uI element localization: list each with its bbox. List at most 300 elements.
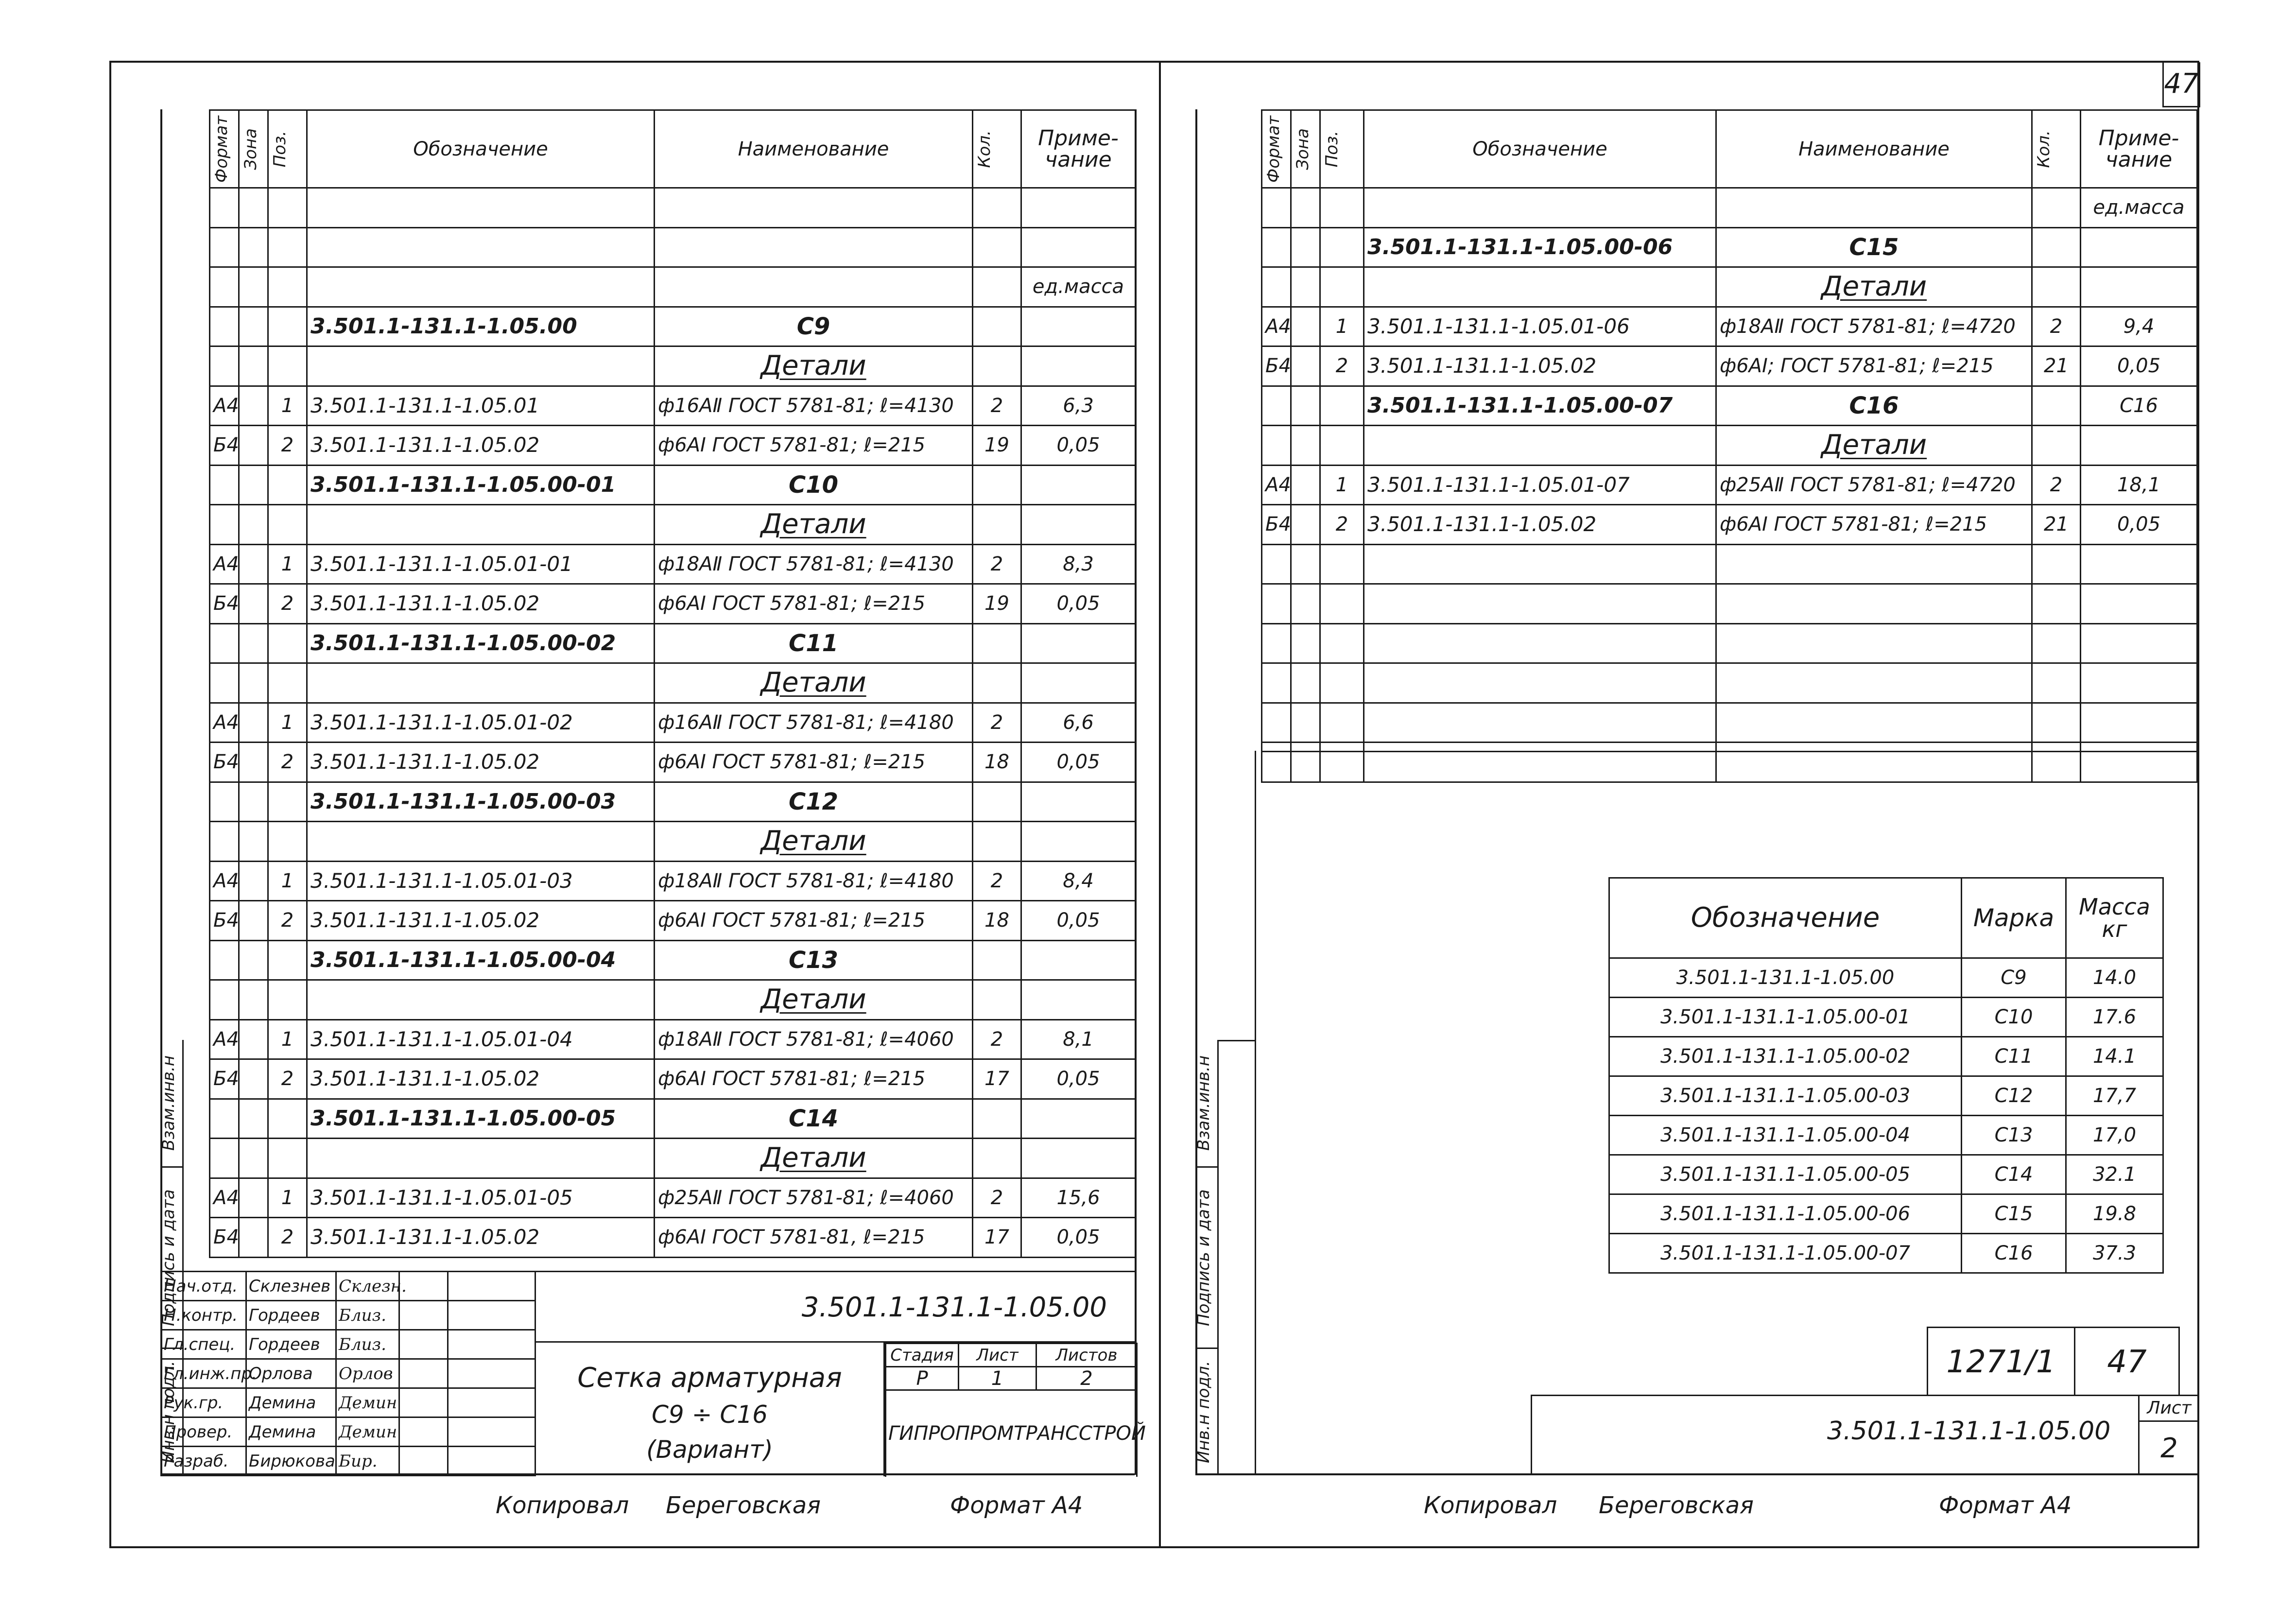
vzam-label-right: Взам.инв.н bbox=[1194, 1055, 1213, 1151]
spec-designation-cell bbox=[307, 267, 655, 307]
spec-zone-cell bbox=[239, 782, 268, 822]
header-format: Формат bbox=[210, 110, 239, 188]
spec-qty-cell: 2 bbox=[2032, 307, 2081, 346]
people-name: Гордеев bbox=[246, 1301, 336, 1330]
people-row bbox=[161, 1359, 535, 1388]
mass-designation-cell: 3.501.1-131.1-1.05.00-06 bbox=[1609, 1194, 1962, 1234]
spec-row bbox=[210, 584, 1136, 624]
spec-qty-cell: 2 bbox=[973, 861, 1021, 901]
spec-row bbox=[210, 1099, 1136, 1139]
title-block bbox=[535, 1271, 1146, 1476]
spec-row bbox=[210, 386, 1136, 426]
spec-format-cell bbox=[210, 623, 239, 663]
spec-designation-cell bbox=[307, 188, 655, 228]
people-spacer bbox=[448, 1301, 535, 1330]
people-signature: Близ. bbox=[336, 1301, 399, 1330]
spec-row bbox=[210, 901, 1136, 941]
spec-name-cell: С13 bbox=[655, 940, 973, 980]
spec-designation-cell: 3.501.1-131.1-1.05.01-02 bbox=[307, 703, 655, 743]
people-row bbox=[161, 1388, 535, 1417]
spec-pos-cell: 2 bbox=[268, 1059, 307, 1099]
spec-name-cell: Детали bbox=[655, 505, 973, 545]
spec-format-cell bbox=[210, 465, 239, 505]
spec-qty-cell bbox=[2032, 703, 2081, 743]
inv-box-right bbox=[1195, 1349, 1217, 1475]
spec-designation-cell: 3.501.1-131.1-1.05.00-01 bbox=[307, 465, 655, 505]
spec-row bbox=[210, 1019, 1136, 1059]
spec-zone-cell bbox=[239, 1218, 268, 1258]
spec-designation-cell: 3.501.1-131.1-1.05.02 bbox=[307, 1059, 655, 1099]
spec-note-cell: 9,4 bbox=[2081, 307, 2197, 346]
spec-format-cell bbox=[1262, 623, 1291, 663]
spec-qty-cell: 2 bbox=[973, 386, 1021, 426]
spec-qty-cell bbox=[973, 227, 1021, 267]
spec-name-cell: ф6АⅠ ГОСТ 5781-81, ℓ=215 bbox=[655, 1218, 973, 1258]
spec-format-cell: А4 bbox=[210, 861, 239, 901]
spec-pos-cell bbox=[1320, 663, 1364, 703]
people-signature: Склезн. bbox=[336, 1272, 399, 1301]
spec-designation-cell: 3.501.1-131.1-1.05.02 bbox=[1364, 346, 1716, 386]
spec-qty-cell: 17 bbox=[973, 1059, 1021, 1099]
spec-format-cell bbox=[210, 940, 239, 980]
spec-pos-cell bbox=[268, 782, 307, 822]
mass-value-cell: 17,0 bbox=[2066, 1116, 2163, 1155]
spec-note-cell: 8,3 bbox=[1021, 544, 1136, 584]
spec-designation-cell: 3.501.1-131.1-1.05.00-06 bbox=[1364, 227, 1716, 267]
spec-note-cell bbox=[1021, 227, 1136, 267]
people-name: Бирюкова bbox=[246, 1447, 336, 1476]
spec-pos-cell bbox=[268, 1139, 307, 1178]
spec-qty-cell: 18 bbox=[973, 743, 1021, 782]
mass-designation-cell: 3.501.1-131.1-1.05.00-04 bbox=[1609, 1116, 1962, 1155]
spec-name-cell: Детали bbox=[1716, 267, 2032, 307]
people-spacer bbox=[448, 1417, 535, 1447]
spec-note-cell: 18,1 bbox=[2081, 465, 2197, 505]
header-zone: Зона bbox=[239, 110, 268, 188]
spec-note-cell bbox=[1021, 782, 1136, 822]
people-signature: Демин bbox=[336, 1417, 399, 1447]
spec-format-cell bbox=[210, 267, 239, 307]
spec-qty-cell bbox=[2032, 544, 2081, 584]
people-date bbox=[399, 1359, 448, 1388]
spec-pos-cell: 1 bbox=[268, 1019, 307, 1059]
side-label-strip-right bbox=[1195, 1040, 1219, 1475]
mass-value-cell: 17,7 bbox=[2066, 1076, 2163, 1116]
spec-qty-cell: 2 bbox=[973, 544, 1021, 584]
mass-mark-cell: С12 bbox=[1962, 1076, 2066, 1116]
spec-row bbox=[210, 980, 1136, 1020]
spec-note-cell bbox=[1021, 307, 1136, 346]
spec-format-cell: Б4 bbox=[210, 743, 239, 782]
spec-format-cell bbox=[1262, 544, 1291, 584]
spec-row bbox=[1262, 386, 2197, 426]
spec-row bbox=[210, 703, 1136, 743]
footer-left-copier: Береговская bbox=[666, 1492, 821, 1519]
spec-zone-cell bbox=[239, 980, 268, 1020]
spec-zone-cell bbox=[239, 703, 268, 743]
spec-designation-cell bbox=[307, 822, 655, 862]
spec-pos-cell: 2 bbox=[268, 584, 307, 624]
spec-qty-cell bbox=[973, 465, 1021, 505]
spec-name-cell bbox=[655, 188, 973, 228]
spec-row bbox=[1262, 426, 2197, 466]
mass-header-designation: Обозначение bbox=[1609, 878, 1962, 958]
people-date bbox=[399, 1417, 448, 1447]
people-date bbox=[399, 1330, 448, 1359]
spec-qty-cell bbox=[973, 1139, 1021, 1178]
spec-note-cell bbox=[1021, 822, 1136, 862]
left-spec-table bbox=[209, 109, 1136, 1258]
spec-pos-cell bbox=[268, 465, 307, 505]
sign-label: Подпись и дата bbox=[159, 1189, 178, 1326]
spec-format-cell: Б4 bbox=[210, 1059, 239, 1099]
mass-row bbox=[1609, 1037, 2163, 1076]
people-signature: Орлов bbox=[336, 1359, 399, 1388]
footer-right-format: Формат А4 bbox=[1939, 1492, 2072, 1519]
mass-value-cell: 32.1 bbox=[2066, 1155, 2163, 1194]
spec-zone-cell bbox=[239, 307, 268, 346]
mass-designation-cell: 3.501.1-131.1-1.05.00-05 bbox=[1609, 1155, 1962, 1194]
spec-pos-cell bbox=[268, 188, 307, 228]
people-date bbox=[399, 1388, 448, 1417]
header-format-right: Формат bbox=[1262, 110, 1291, 188]
people-role: Нач.отд. bbox=[161, 1272, 246, 1301]
right-stamp-doc-code: 3.501.1-131.1-1.05.00 bbox=[1827, 1417, 2111, 1446]
spec-name-cell: С15 bbox=[1716, 227, 2032, 267]
spec-name-cell: Детали bbox=[655, 980, 973, 1020]
spec-note-cell: 0,05 bbox=[1021, 1059, 1136, 1099]
spec-qty-cell bbox=[2032, 426, 2081, 466]
spec-row bbox=[1262, 505, 2197, 545]
spec-note-cell: 0,05 bbox=[1021, 1218, 1136, 1258]
spec-name-cell: ф6АⅠ ГОСТ 5781-81; ℓ=215 bbox=[1716, 505, 2032, 545]
spec-qty-cell bbox=[973, 822, 1021, 862]
spec-row bbox=[210, 227, 1136, 267]
spec-format-cell bbox=[1262, 426, 1291, 466]
spec-row bbox=[210, 1218, 1136, 1258]
spec-designation-cell bbox=[307, 346, 655, 386]
spec-qty-cell: 2 bbox=[973, 1019, 1021, 1059]
spec-pos-cell bbox=[1320, 623, 1364, 663]
spec-qty-cell bbox=[973, 980, 1021, 1020]
spec-pos-cell bbox=[1320, 267, 1364, 307]
spec-format-cell bbox=[1262, 663, 1291, 703]
spec-format-cell bbox=[210, 505, 239, 545]
spec-name-cell: ф16АⅡ ГОСТ 5781-81; ℓ=4130 bbox=[655, 386, 973, 426]
spec-designation-cell bbox=[307, 227, 655, 267]
mass-designation-cell: 3.501.1-131.1-1.05.00-01 bbox=[1609, 998, 1962, 1037]
spec-name-cell bbox=[1716, 188, 2032, 228]
spec-note-cell: С16 bbox=[2081, 386, 2197, 426]
spec-format-cell bbox=[210, 822, 239, 862]
spec-name-cell: ф18АⅡ ГОСТ 5781-81; ℓ=4180 bbox=[655, 861, 973, 901]
mass-row bbox=[1609, 1234, 2163, 1273]
spec-qty-cell: 2 bbox=[973, 703, 1021, 743]
people-role: Гл.инж.пр. bbox=[161, 1359, 246, 1388]
spec-pos-cell bbox=[268, 346, 307, 386]
spec-note-cell: 8,4 bbox=[1021, 861, 1136, 901]
spec-note-cell: ед.масса bbox=[1021, 267, 1136, 307]
spec-designation-cell: 3.501.1-131.1-1.05.00-02 bbox=[307, 623, 655, 663]
mass-designation-cell: 3.501.1-131.1-1.05.00-03 bbox=[1609, 1076, 1962, 1116]
spec-name-cell: Детали bbox=[655, 663, 973, 703]
spec-designation-cell: 3.501.1-131.1-1.05.00 bbox=[307, 307, 655, 346]
spec-zone-cell bbox=[239, 1059, 268, 1099]
org-name: ГИПРОПРОМТРАНССТРОЙ bbox=[886, 1390, 1137, 1477]
spec-pos-cell bbox=[268, 505, 307, 545]
spec-zone-cell bbox=[239, 1019, 268, 1059]
spec-note-cell bbox=[1021, 980, 1136, 1020]
stage-label: Стадия bbox=[886, 1344, 959, 1367]
header-qty: Кол. bbox=[973, 110, 1021, 188]
mass-value-cell: 37.3 bbox=[2066, 1234, 2163, 1273]
spec-row bbox=[1262, 663, 2197, 703]
spec-name-cell: ф18АⅡ ГОСТ 5781-81; ℓ=4720 bbox=[1716, 307, 2032, 346]
spec-zone-cell bbox=[1291, 346, 1320, 386]
mass-header-mass: Масса кг bbox=[2066, 878, 2163, 958]
spec-format-cell bbox=[210, 227, 239, 267]
spec-qty-cell bbox=[973, 940, 1021, 980]
spec-pos-cell bbox=[268, 822, 307, 862]
spec-row bbox=[1262, 227, 2197, 267]
people-signature: Бир. bbox=[336, 1447, 399, 1476]
spec-name-cell bbox=[1716, 743, 2032, 782]
spec-row bbox=[1262, 743, 2197, 782]
spec-pos-cell bbox=[268, 663, 307, 703]
spec-row bbox=[1262, 703, 2197, 743]
spec-pos-cell bbox=[268, 307, 307, 346]
spec-note-cell: 0,05 bbox=[1021, 426, 1136, 466]
header-pos: Поз. bbox=[268, 110, 307, 188]
inv-label-right: Инв.н подл. bbox=[1194, 1361, 1213, 1463]
spec-name-cell: Детали bbox=[655, 822, 973, 862]
spec-zone-cell bbox=[239, 188, 268, 228]
sheet-value: 1 bbox=[959, 1367, 1036, 1390]
spec-row bbox=[210, 623, 1136, 663]
spec-format-cell bbox=[210, 980, 239, 1020]
spec-row bbox=[1262, 307, 2197, 346]
spec-format-cell: А4 bbox=[210, 1178, 239, 1218]
spec-zone-cell bbox=[239, 901, 268, 941]
spec-zone-cell bbox=[1291, 465, 1320, 505]
spec-qty-cell: 2 bbox=[2032, 465, 2081, 505]
people-spacer bbox=[448, 1272, 535, 1301]
mass-row bbox=[1609, 1155, 2163, 1194]
spec-row bbox=[210, 1059, 1136, 1099]
spec-zone-cell bbox=[239, 386, 268, 426]
spec-name-cell: С16 bbox=[1716, 386, 2032, 426]
right-sheet-box bbox=[2138, 1396, 2199, 1475]
spec-format-cell: А4 bbox=[1262, 465, 1291, 505]
spec-designation-cell: 3.501.1-131.1-1.05.01-04 bbox=[307, 1019, 655, 1059]
spec-note-cell: 6,3 bbox=[1021, 386, 1136, 426]
spec-qty-cell bbox=[2032, 227, 2081, 267]
spec-designation-cell: 3.501.1-131.1-1.05.00-04 bbox=[307, 940, 655, 980]
spec-format-cell bbox=[210, 188, 239, 228]
spec-zone-cell bbox=[239, 940, 268, 980]
spec-row bbox=[210, 505, 1136, 545]
spec-note-cell bbox=[1021, 188, 1136, 228]
header-designation: Обозначение bbox=[307, 110, 655, 188]
spec-designation-cell: 3.501.1-131.1-1.05.02 bbox=[307, 584, 655, 624]
album-page: 47 bbox=[2107, 1344, 2147, 1380]
spec-qty-cell: 21 bbox=[2032, 505, 2081, 545]
mass-mark-cell: С14 bbox=[1962, 1155, 2066, 1194]
album-number: 1271/1 bbox=[1928, 1328, 2075, 1396]
spec-designation-cell: 3.501.1-131.1-1.05.01-07 bbox=[1364, 465, 1716, 505]
spec-row bbox=[210, 307, 1136, 346]
spec-qty-cell bbox=[973, 346, 1021, 386]
spec-pos-cell bbox=[268, 940, 307, 980]
spec-zone-cell bbox=[239, 227, 268, 267]
right-sheet-label: Лист bbox=[2140, 1396, 2199, 1422]
spec-note-cell bbox=[2081, 544, 2197, 584]
people-row bbox=[161, 1301, 535, 1330]
spec-pos-cell: 2 bbox=[1320, 346, 1364, 386]
spec-qty-cell bbox=[2032, 663, 2081, 703]
spec-zone-cell bbox=[1291, 623, 1320, 663]
spec-row bbox=[210, 861, 1136, 901]
people-role: Рук.гр. bbox=[161, 1388, 246, 1417]
spec-note-cell: 15,6 bbox=[1021, 1178, 1136, 1218]
spec-pos-cell: 1 bbox=[1320, 307, 1364, 346]
side-strip-top-right bbox=[1217, 1040, 1256, 1041]
outer-frame-top bbox=[109, 61, 2199, 63]
mass-designation-cell: 3.501.1-131.1-1.05.00 bbox=[1609, 958, 1962, 998]
spec-pos-cell: 1 bbox=[268, 386, 307, 426]
spec-format-cell: А4 bbox=[1262, 307, 1291, 346]
spec-format-cell: Б4 bbox=[1262, 346, 1291, 386]
spec-zone-cell bbox=[1291, 227, 1320, 267]
album-box bbox=[1927, 1327, 2180, 1396]
spec-pos-cell bbox=[268, 227, 307, 267]
spec-zone-cell bbox=[239, 346, 268, 386]
spec-format-cell bbox=[210, 307, 239, 346]
spec-zone-cell bbox=[239, 822, 268, 862]
spec-name-cell: ф6АⅠ ГОСТ 5781-81; ℓ=215 bbox=[655, 426, 973, 466]
spec-format-cell bbox=[1262, 227, 1291, 267]
spec-zone-cell bbox=[239, 1178, 268, 1218]
mass-mark-cell: С9 bbox=[1962, 958, 2066, 998]
vzam-label: Взам.инв.н bbox=[159, 1055, 178, 1151]
sheet-label: Лист bbox=[959, 1344, 1036, 1367]
mass-row bbox=[1609, 1116, 2163, 1155]
mass-row bbox=[1609, 958, 2163, 998]
mass-mark-cell: С16 bbox=[1962, 1234, 2066, 1273]
spec-pos-cell bbox=[268, 1099, 307, 1139]
spec-format-cell bbox=[1262, 584, 1291, 624]
spec-designation-cell: 3.501.1-131.1-1.05.00-03 bbox=[307, 782, 655, 822]
title-name: Сетка арматурная bbox=[577, 1362, 842, 1394]
spec-note-cell: 0,05 bbox=[2081, 346, 2197, 386]
spec-zone-cell bbox=[239, 465, 268, 505]
outer-frame-bottom bbox=[109, 1546, 2199, 1548]
people-spacer bbox=[448, 1330, 535, 1359]
spec-zone-cell bbox=[1291, 386, 1320, 426]
spec-note-cell bbox=[2081, 267, 2197, 307]
mass-mark-cell: С10 bbox=[1962, 998, 2066, 1037]
spec-format-cell bbox=[1262, 267, 1291, 307]
spec-name-cell: ф18АⅡ ГОСТ 5781-81; ℓ=4060 bbox=[655, 1019, 973, 1059]
spec-note-cell bbox=[1021, 940, 1136, 980]
spec-designation-cell: 3.501.1-131.1-1.05.00-07 bbox=[1364, 386, 1716, 426]
outer-frame-left bbox=[109, 61, 111, 1548]
people-role: Провер. bbox=[161, 1417, 246, 1447]
mass-value-cell: 14.0 bbox=[2066, 958, 2163, 998]
spec-designation-cell: 3.501.1-131.1-1.05.01-06 bbox=[1364, 307, 1716, 346]
mass-header-mark: Марка bbox=[1962, 878, 2066, 958]
mass-mark-cell: С15 bbox=[1962, 1194, 2066, 1234]
mass-table bbox=[1608, 877, 2164, 1274]
header-zone-right: Зона bbox=[1291, 110, 1320, 188]
spec-zone-cell bbox=[1291, 743, 1320, 782]
spec-name-cell: ф25АⅡ ГОСТ 5781-81; ℓ=4720 bbox=[1716, 465, 2032, 505]
people-name: Орлова bbox=[246, 1359, 336, 1388]
spec-name-cell bbox=[1716, 544, 2032, 584]
spec-row bbox=[210, 782, 1136, 822]
spec-qty-cell bbox=[973, 663, 1021, 703]
spec-designation-cell bbox=[307, 980, 655, 1020]
spec-pos-cell: 1 bbox=[268, 861, 307, 901]
spec-row bbox=[210, 188, 1136, 228]
spec-pos-cell bbox=[268, 623, 307, 663]
people-signature: Близ. bbox=[336, 1330, 399, 1359]
spec-pos-cell bbox=[1320, 386, 1364, 426]
spec-zone-cell bbox=[1291, 505, 1320, 545]
spec-zone-cell bbox=[239, 1099, 268, 1139]
mass-designation-cell: 3.501.1-131.1-1.05.00-07 bbox=[1609, 1234, 1962, 1273]
footer-left-copied: Копировал bbox=[496, 1492, 629, 1519]
spec-designation-cell bbox=[1364, 426, 1716, 466]
spec-format-cell: А4 bbox=[210, 544, 239, 584]
spec-designation-cell bbox=[1364, 584, 1716, 624]
vzam-box-right bbox=[1195, 1040, 1217, 1168]
spec-designation-cell: 3.501.1-131.1-1.05.02 bbox=[307, 1218, 655, 1258]
people-spacer bbox=[448, 1447, 535, 1476]
inv-label: Инв.н подл. bbox=[159, 1361, 178, 1463]
spec-name-cell bbox=[1716, 663, 2032, 703]
spec-qty-cell: 19 bbox=[973, 584, 1021, 624]
spec-designation-cell: 3.501.1-131.1-1.05.01-03 bbox=[307, 861, 655, 901]
spec-designation-cell bbox=[307, 1139, 655, 1178]
spec-note-cell bbox=[1021, 623, 1136, 663]
spec-name-cell: Детали bbox=[655, 1139, 973, 1178]
spec-designation-cell: 3.501.1-131.1-1.05.00-05 bbox=[307, 1099, 655, 1139]
spec-note-cell: 0,05 bbox=[1021, 743, 1136, 782]
spec-row bbox=[1262, 267, 2197, 307]
spec-zone-cell bbox=[239, 426, 268, 466]
title-subtitle: С9 ÷ С16 bbox=[652, 1400, 768, 1429]
spec-qty-cell bbox=[973, 505, 1021, 545]
spec-note-cell bbox=[1021, 346, 1136, 386]
spec-name-cell bbox=[655, 267, 973, 307]
people-signature: Демин bbox=[336, 1388, 399, 1417]
right-stamp-left bbox=[1531, 1395, 1532, 1475]
spec-zone-cell bbox=[239, 861, 268, 901]
spec-pos-cell: 2 bbox=[1320, 505, 1364, 545]
spec-pos-cell: 1 bbox=[1320, 465, 1364, 505]
spec-pos-cell bbox=[1320, 426, 1364, 466]
mass-designation-cell: 3.501.1-131.1-1.05.00-02 bbox=[1609, 1037, 1962, 1076]
people-role: Гл.спец. bbox=[161, 1330, 246, 1359]
spec-row bbox=[210, 940, 1136, 980]
spec-row bbox=[1262, 623, 2197, 663]
spec-name-cell: ф6АⅠ ГОСТ 5781-81; ℓ=215 bbox=[655, 1059, 973, 1099]
spec-qty-cell bbox=[973, 307, 1021, 346]
spec-row bbox=[1262, 544, 2197, 584]
spec-format-cell bbox=[1262, 703, 1291, 743]
sheets-label: Листов bbox=[1036, 1344, 1137, 1367]
